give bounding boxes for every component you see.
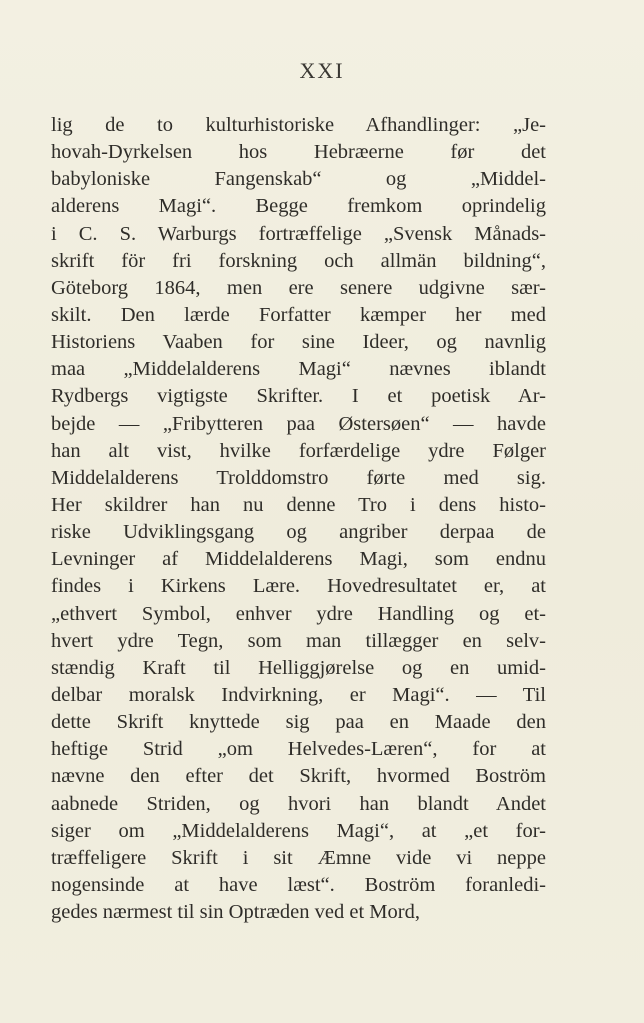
- text-line: træffeligere Skrift i sit Æmne vide vi neppe: [51, 846, 546, 869]
- text-line: delbar moralsk Indvirkning, er Magi“. — Til: [51, 683, 546, 706]
- text-line: Göteborg 1864, men ere senere udgivne sær-: [51, 276, 546, 299]
- page-number: XXI: [299, 58, 345, 83]
- text-line: siger om „Middelalderens Magi“, at „et for-: [51, 819, 546, 842]
- text-line: han alt vist, hvilke forfærdelige ydre Følger: [51, 439, 546, 462]
- text-line: Levninger af Middelalderens Magi, som endnu: [51, 548, 546, 571]
- text-line: Historiens Vaaben for sine Ideer, og navnlig: [51, 331, 546, 354]
- text-line: heftige Strid „om Helvedes-Læren“, for at: [51, 738, 546, 761]
- text-line: aabnede Striden, og hvori han blandt Andet: [51, 792, 546, 815]
- text-line: babyloniske Fangenskab“ og „Middel-: [51, 168, 546, 191]
- text-line: i C. S. Warburgs fortræffelige „Svensk Månads-: [51, 222, 546, 245]
- text-line: gedes nærmest til sin Optræden ved et Mord,: [51, 901, 420, 924]
- text-line: dette Skrift knyttede sig paa en Maade den: [51, 711, 546, 734]
- text-line: Middelalderens Trolddomstro førte med sig.: [51, 466, 546, 489]
- text-line: hovah-Dyrkelsen hos Hebræerne før det: [51, 141, 546, 164]
- text-line: bejde — „Fribytteren paa Østersøen“ — havde: [51, 412, 546, 435]
- text-line: stændig Kraft til Helliggjørelse og en umid-: [51, 656, 546, 679]
- text-line: skrift för fri forskning och allmän bildning“,: [51, 249, 546, 272]
- text-line: riske Udviklingsgang og angriber derpaa de: [51, 521, 546, 544]
- text-line: hvert ydre Tegn, som man tillægger en selv-: [51, 629, 546, 652]
- text-line: nævne den efter det Skrift, hvormed Boström: [51, 765, 546, 788]
- text-line: findes i Kirkens Lære. Hovedresultatet er, at: [51, 575, 546, 598]
- body-text: [51, 112, 546, 926]
- text-line: „ethvert Symbol, enhver ydre Handling og et-: [51, 602, 546, 625]
- text-line: nogensinde at have læst“. Boström foranledi-: [51, 873, 546, 896]
- text-line: skilt. Den lærde Forfatter kæmper her med: [51, 303, 546, 326]
- text-line: alderens Magi“. Begge fremkom oprindelig: [51, 195, 546, 218]
- text-line: maa „Middelalderens Magi“ nævnes iblandt: [51, 358, 546, 381]
- text-line: Her skildrer han nu denne Tro i dens histo-: [51, 493, 546, 516]
- text-line: Rydbergs vigtigste Skrifter. I et poetisk Ar-: [51, 385, 546, 408]
- text-line: lig de to kulturhistoriske Afhandlinger: „Je-: [51, 114, 546, 136]
